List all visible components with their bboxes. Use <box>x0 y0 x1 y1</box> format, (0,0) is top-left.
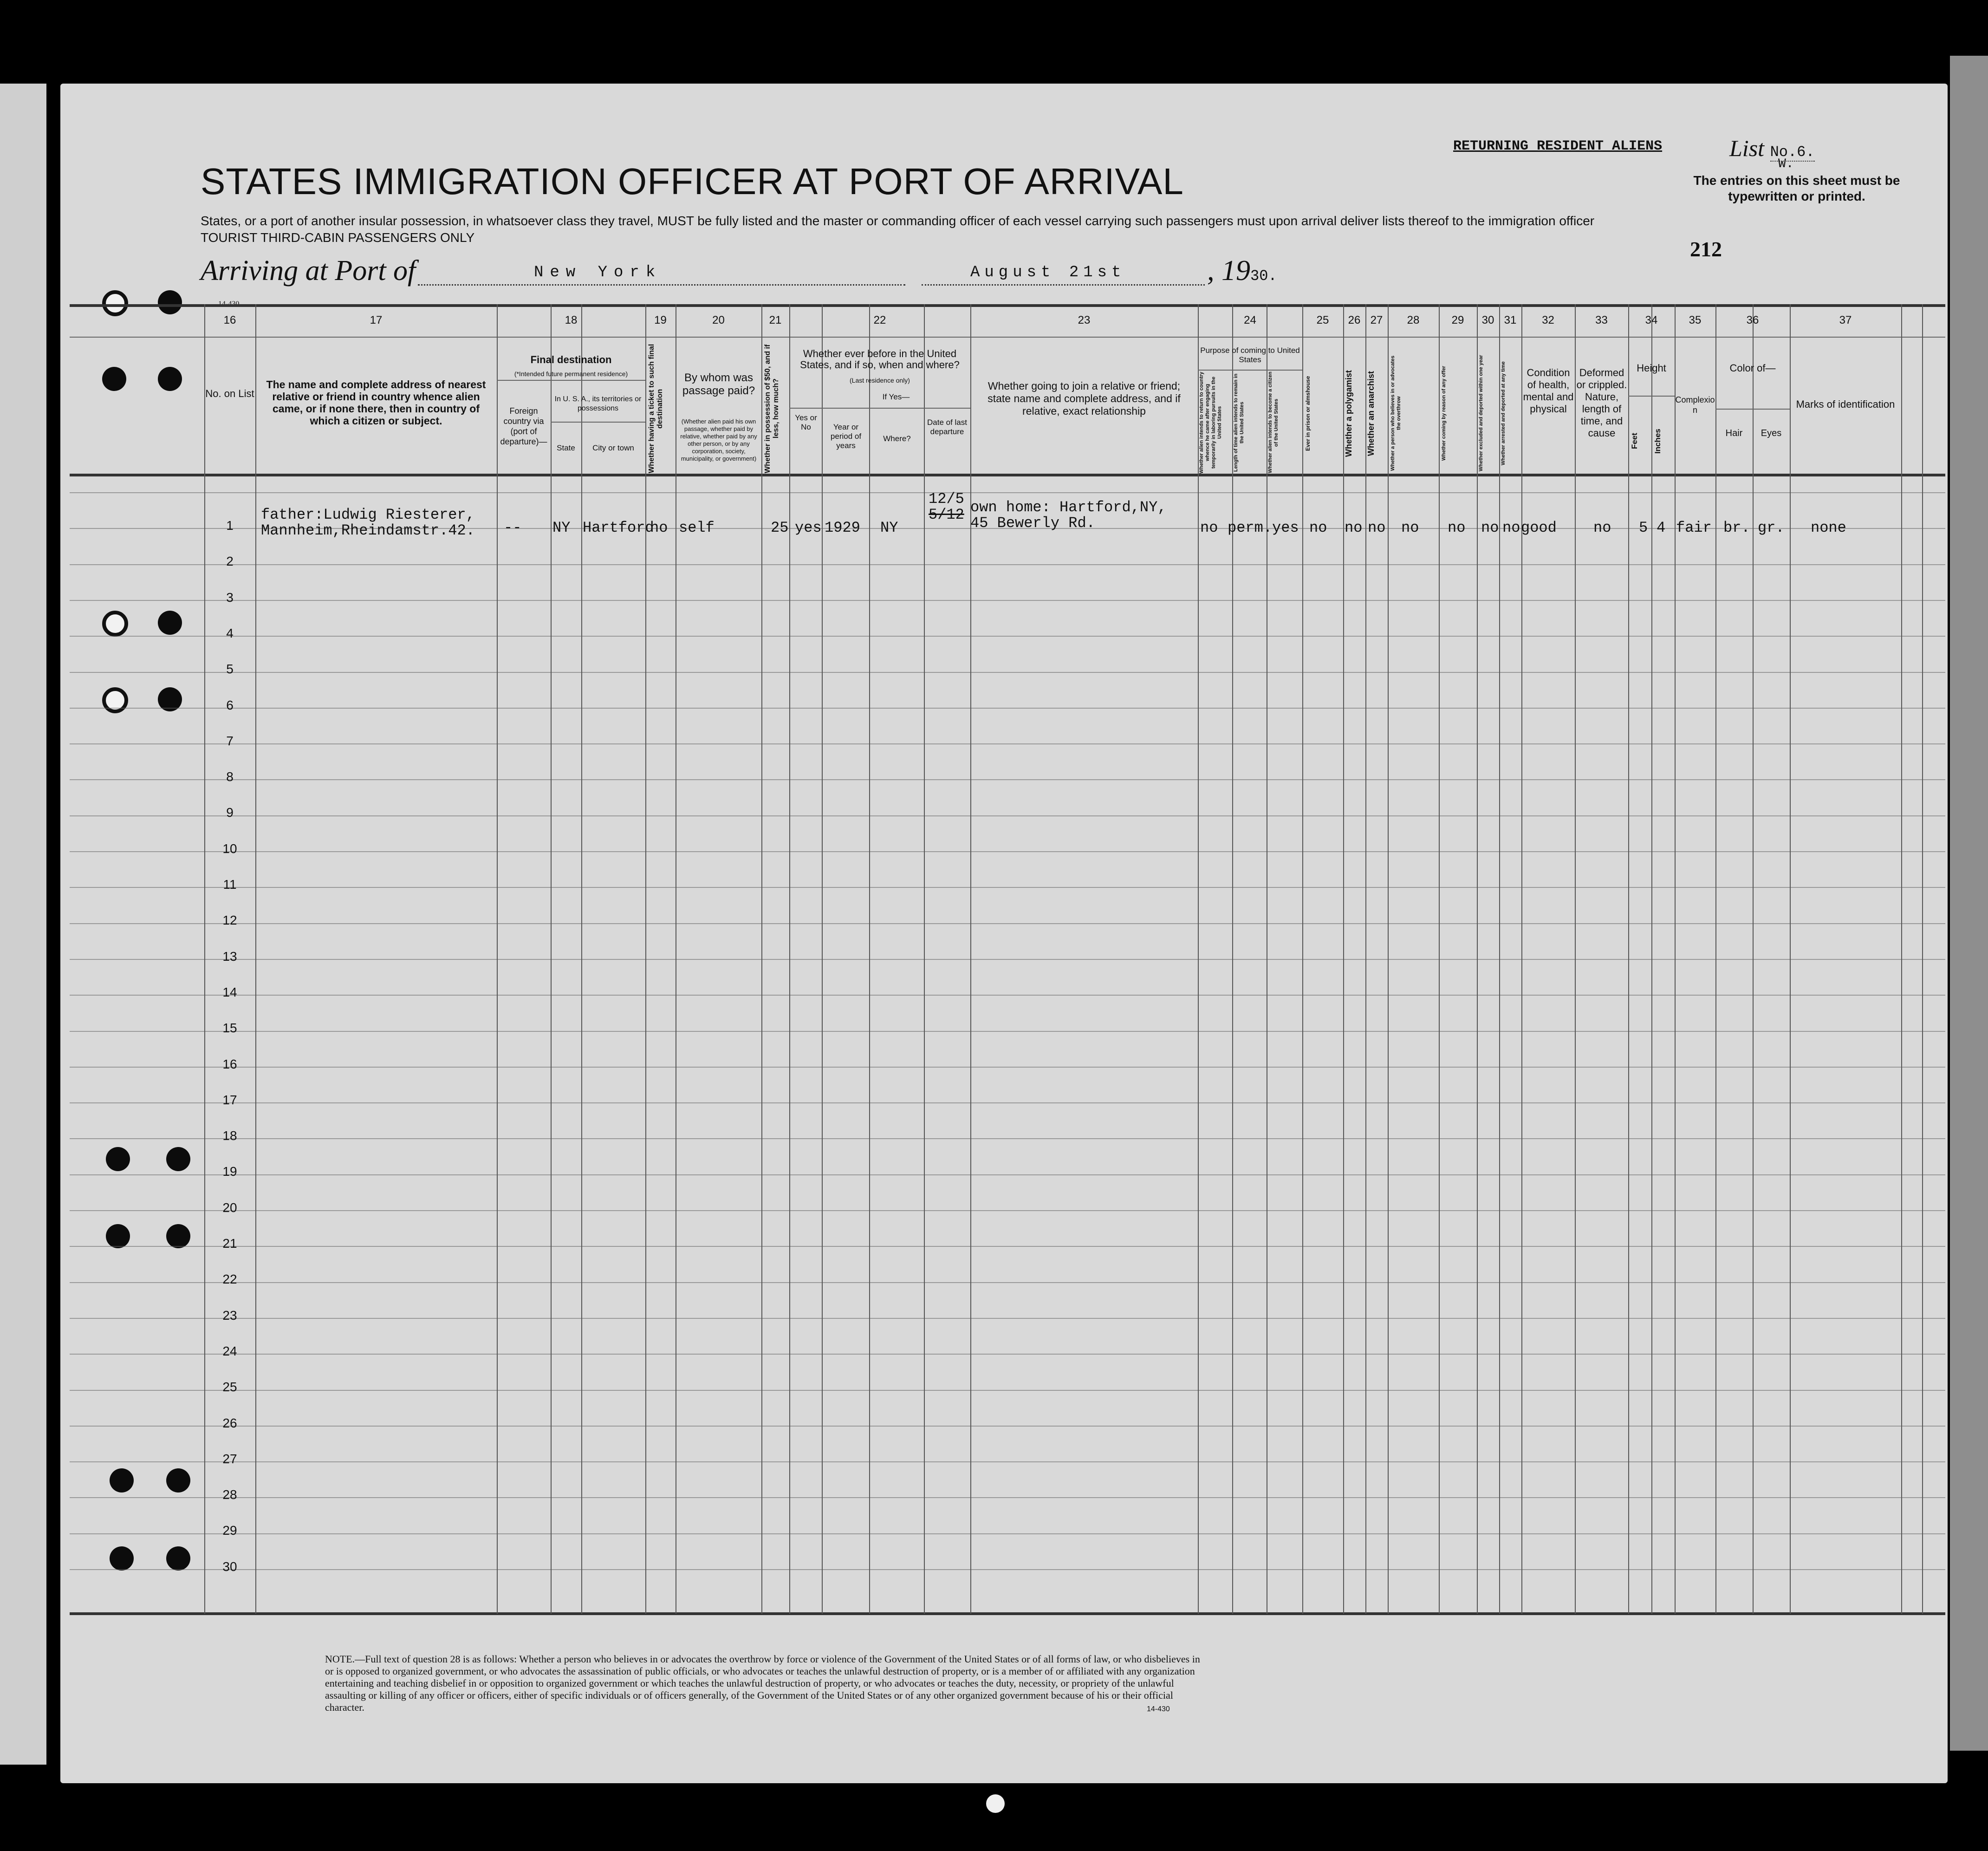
row-rule <box>70 779 1945 780</box>
row-rule <box>70 672 1945 673</box>
header-foreign-country: Foreign country via (port of departure)— <box>500 406 547 446</box>
column-rule <box>1575 304 1576 1614</box>
header-relative: The name and complete address of nearest relative or friend in country whence alien came, or if none there, then in country of which a citizen or subject. <box>266 378 486 427</box>
binder-hole <box>110 1546 134 1571</box>
binder-hole <box>158 611 182 635</box>
header-feet: Feet <box>1630 433 1639 450</box>
row-number: 12 <box>222 913 237 927</box>
col-number: 37 <box>1839 314 1852 326</box>
row-rule <box>70 923 1945 924</box>
header-hair: Hair <box>1725 428 1743 438</box>
header-in-usa: In U. S. A., its territories or possessions <box>554 395 642 412</box>
column-rule <box>1343 304 1344 1614</box>
header-purpose-return: Whether alien intends to return to country whence he came after engaging temporarily in laboring pursuits in the United States <box>1199 372 1222 474</box>
col-number: 31 <box>1504 314 1517 326</box>
header-where: Where? <box>883 434 911 443</box>
row-rule <box>70 1533 1945 1534</box>
header-deformed: Deformed or crippled. Nature, length of time, and cause <box>1576 367 1627 439</box>
column-rule <box>1388 304 1389 1614</box>
subheader-rule <box>1198 370 1302 371</box>
row-rule <box>70 1138 1945 1139</box>
column-rule <box>1302 304 1303 1614</box>
col-number: 21 <box>769 314 782 326</box>
marks-value: none <box>1811 519 1846 536</box>
col-number: 27 <box>1370 314 1383 326</box>
complexion-value: fair <box>1676 519 1712 536</box>
row-rule <box>70 1354 1945 1355</box>
header-inches: Inches <box>1653 429 1662 454</box>
col-number: 32 <box>1542 314 1554 326</box>
purpose-citizen-value: yes <box>1272 519 1299 536</box>
offer-value: no <box>1448 519 1466 536</box>
binder-hole <box>158 367 182 391</box>
row-rule <box>70 995 1945 996</box>
state-value: NY <box>552 519 571 536</box>
header-final-destination: Final destination <box>530 354 612 365</box>
row-number: 6 <box>226 698 234 712</box>
header-excluded: Whether excluded and deported within one year <box>1478 355 1484 472</box>
column-rule <box>761 304 762 1614</box>
page-stack-edge <box>1950 56 1988 1751</box>
footnote-question-28: NOTE.—Full text of question 28 is as follows: Whether a person who believes in or advocates the overthrow by force or violence of the Government of the United States or of all forms of law, or who disbelieves in or is opposed to organized government, or who advocates the assassination of public officials, or who advocates or teaches the unlawful destruction of property, or is a member of or affiliated with any organization entertaining and teaching disbelief in or opposition to organized government or which teaches the unlawful destruction of property, or who advocates or teaches the duty, necessity, or propriety of the unlawful assaulting or killing of any officer or officers, either of specific individuals or of officers generally, of the Government of the United States or of any other organized government because of his or their official character. <box>325 1653 1200 1713</box>
col-number: 30 <box>1481 314 1494 326</box>
row-rule <box>70 600 1945 601</box>
column-rule <box>1499 304 1500 1614</box>
tourist-line: TOURIST THIRD-CABIN PASSENGERS ONLY <box>201 230 475 245</box>
header-color-of: Color of— <box>1729 362 1776 374</box>
column-rule <box>645 304 646 1614</box>
row-number: 7 <box>226 734 234 748</box>
purpose-length-value: perm. <box>1228 519 1273 536</box>
col-number: 16 <box>223 314 236 326</box>
row-rule <box>70 1174 1945 1175</box>
row-number: 29 <box>222 1523 237 1538</box>
header-yes-no: Yes or No <box>795 413 817 431</box>
manifest-sheet <box>60 84 1948 1783</box>
row-number: 2 <box>226 554 234 568</box>
list-number: List No.6. <box>1729 135 1815 161</box>
list-letter: W. <box>1778 157 1794 171</box>
footer-form-code: 14-430 <box>1147 1705 1170 1713</box>
row-rule <box>70 1497 1945 1498</box>
header-overthrow: Whether a person who believes in or advocates the overthrow <box>1390 355 1402 471</box>
binder-hole <box>158 290 182 314</box>
row-rule <box>70 492 1945 493</box>
column-rule <box>255 304 256 1614</box>
row-number: 1 <box>226 518 234 533</box>
header-anarchist: Whether an anarchist <box>1366 371 1376 456</box>
row-number: 8 <box>226 769 234 784</box>
column-rule <box>581 304 582 1614</box>
row-rule <box>70 564 1945 565</box>
col-number: 17 <box>370 314 383 326</box>
col-number: 18 <box>565 314 578 326</box>
column-rule <box>1232 304 1233 1614</box>
subheader-rule <box>1715 409 1790 410</box>
arriving-label: Arriving at Port of <box>201 255 416 287</box>
column-rule <box>1198 304 1199 1614</box>
header-join-relative: Whether going to join a relative or friend; state name and complete address, and if relative, exact relationship <box>988 380 1181 417</box>
instructions-line: States, or a port of another insular possession, in whatsoever class they travel, MUST be fully listed and the master or commanding officer of each vessel carrying such passengers must upon arrival deliver lists thereof to the immigration officer <box>201 214 1595 228</box>
col-number: 28 <box>1407 314 1420 326</box>
header-eyes: Eyes <box>1761 428 1782 438</box>
header-purpose-citizen: Whether alien intends to become a citizen of the United States <box>1267 372 1279 474</box>
column-rule <box>1715 304 1716 1614</box>
column-rule <box>1790 304 1791 1614</box>
where-value: NY <box>880 519 898 536</box>
ticket-value: no <box>650 519 668 536</box>
col-number: 22 <box>873 314 886 326</box>
eyes-value: gr. <box>1758 519 1785 536</box>
row-number: 21 <box>222 1236 237 1251</box>
row-rule <box>70 743 1945 744</box>
col-number: 36 <box>1746 314 1759 326</box>
row-rule <box>70 1390 1945 1391</box>
date-value: August 21st <box>970 264 1126 281</box>
binder-hole <box>166 1147 190 1171</box>
row-number: 16 <box>222 1057 237 1071</box>
row-rule <box>70 1210 1945 1211</box>
row-number: 19 <box>222 1164 237 1179</box>
returning-label: RETURNING RESIDENT ALIENS <box>1453 138 1663 154</box>
purpose-return-value: no <box>1200 519 1218 536</box>
header-if-yes: If Yes— <box>882 392 910 401</box>
header-complexion: Complexion <box>1675 395 1715 415</box>
column-rule <box>1477 304 1478 1614</box>
table-top-rule <box>70 304 1945 307</box>
col-number: 35 <box>1689 314 1702 326</box>
column-rule <box>1628 304 1629 1614</box>
hair-value: br. <box>1723 519 1750 536</box>
row-number: 17 <box>222 1093 237 1107</box>
binder-hole <box>102 367 126 391</box>
header-ever-before: Whether ever before in the United States, and if so, when and where? <box>800 348 960 371</box>
row-number: 25 <box>222 1380 237 1394</box>
row-number: 11 <box>223 877 237 892</box>
column-rule <box>1675 304 1676 1614</box>
port-line <box>418 284 905 286</box>
last-departure-value: 12/5 <box>929 490 964 508</box>
subheader-rule <box>497 380 645 381</box>
col-number: 24 <box>1244 314 1256 326</box>
column-rule <box>924 304 925 1614</box>
row-number: 28 <box>222 1487 237 1502</box>
header-bottom-rule <box>70 474 1945 476</box>
page-number: 212 <box>1690 237 1722 261</box>
row-number: 18 <box>222 1128 237 1143</box>
column-rule <box>1365 304 1366 1614</box>
header-passage-note: (Whether alien paid his own passage, whether paid by relative, whether paid by any other person, or by any corporation, society, municipality, or government) <box>680 418 757 462</box>
join-line-2: 45 Bewerly Rd. <box>970 515 1095 532</box>
header-height: Height <box>1637 362 1666 374</box>
header-prison: Ever in prison or almshouse <box>1305 376 1311 451</box>
money-value: 25 <box>771 519 789 536</box>
join-line-1: own home: Hartford,NY, <box>970 499 1167 516</box>
binder-hole <box>166 1224 190 1248</box>
header-last-residence: (Last residence only) <box>850 377 910 384</box>
row-number: 30 <box>222 1559 237 1574</box>
binder-hole <box>102 290 128 316</box>
header-final-destination-note: (*Intended future permanent residence) <box>514 370 628 378</box>
header-date-last-departure: Date of last departure <box>927 418 967 436</box>
deformed-value: no <box>1593 519 1611 536</box>
relative-line-2: Mannheim,Rheindamstr.42. <box>261 522 475 539</box>
row-rule <box>70 1318 1945 1319</box>
row-number: 13 <box>222 949 237 964</box>
row-rule <box>70 1102 1945 1103</box>
binder-hole <box>986 1794 1005 1813</box>
passage-value: self <box>679 519 715 536</box>
table-bottom-rule <box>70 1612 1945 1615</box>
row-number: 23 <box>222 1308 237 1323</box>
port-value: New York <box>534 264 662 281</box>
column-rule <box>551 304 552 1614</box>
column-rule <box>497 304 498 1614</box>
row-rule <box>70 815 1945 816</box>
health-value: good <box>1521 519 1557 536</box>
page-title: STATES IMMIGRATION OFFICER AT PORT OF ARRIVAL <box>201 161 1184 202</box>
previous-page-edge <box>0 84 46 1765</box>
binder-hole <box>166 1468 190 1493</box>
feet-value: 5 <box>1639 519 1648 536</box>
column-rule <box>869 304 870 1614</box>
col-number: 25 <box>1316 314 1329 326</box>
row-rule <box>70 1246 1945 1247</box>
binder-hole <box>102 687 128 713</box>
binder-hole <box>102 611 128 637</box>
column-rule <box>1753 304 1754 1614</box>
row-number: 9 <box>226 805 234 820</box>
col-number: 34 <box>1645 314 1658 326</box>
row-rule <box>70 959 1945 960</box>
row-rule <box>70 1461 1945 1462</box>
column-rule <box>1901 304 1902 1614</box>
subheader-rule <box>1628 396 1675 397</box>
row-rule <box>70 887 1945 888</box>
row-number: 20 <box>222 1200 237 1215</box>
deported-value: no <box>1502 519 1520 536</box>
row-rule <box>70 1067 1945 1068</box>
binder-hole <box>166 1546 190 1571</box>
header-polygamist: Whether a polygamist <box>1344 370 1353 457</box>
column-rule <box>822 304 823 1614</box>
col-number: 33 <box>1595 314 1608 326</box>
foreign-country-value: -- <box>504 519 522 536</box>
row-rule <box>70 851 1945 852</box>
row-number: 14 <box>222 985 237 999</box>
row-number: 27 <box>222 1452 237 1466</box>
year-value: , 1930. <box>1207 255 1277 287</box>
subheader-rule <box>551 422 645 423</box>
header-offer: Whether coming by reason of any offer <box>1441 365 1447 461</box>
date-line <box>922 284 1205 286</box>
col-number: 23 <box>1078 314 1091 326</box>
polygamist-value: no <box>1345 519 1363 536</box>
row-number: 3 <box>226 590 234 605</box>
relative-line-1: father:Ludwig Riesterer, <box>261 506 475 523</box>
row-number: 5 <box>226 662 234 676</box>
typewritten-note: The entries on this sheet must be typewritten or printed. <box>1693 173 1900 203</box>
row-number: 10 <box>222 841 237 856</box>
excluded-value: no <box>1481 519 1499 536</box>
col-number: 20 <box>712 314 725 326</box>
prison-value: no <box>1309 519 1327 536</box>
row-rule <box>70 708 1945 709</box>
row-number: 22 <box>222 1272 237 1286</box>
row-rule <box>70 636 1945 637</box>
before-value: yes <box>795 519 822 536</box>
header-purpose-length: Length of time alien intends to remain in the United States <box>1233 373 1245 472</box>
row-rule <box>70 1426 1945 1427</box>
row-rule <box>70 1569 1945 1570</box>
col-number: 26 <box>1348 314 1361 326</box>
header-ticket: Whether having a ticket to such final destination <box>648 344 664 474</box>
row-rule <box>70 1031 1945 1032</box>
header-state: State <box>557 443 575 452</box>
column-rule <box>1922 304 1923 1614</box>
column-rule <box>789 304 790 1614</box>
binder-hole <box>106 1224 130 1248</box>
anarchist-value: no <box>1368 519 1386 536</box>
inches-value: 4 <box>1657 519 1666 536</box>
binder-hole <box>106 1147 130 1171</box>
column-rule <box>1651 304 1652 1614</box>
last-departure-struck: 5/12 <box>929 506 964 523</box>
header-no-on-list: No. on List <box>205 388 254 399</box>
row-rule <box>70 1282 1945 1283</box>
city-value: Hartford <box>583 519 654 536</box>
years-value: 1929 <box>825 519 860 536</box>
column-rule <box>1439 304 1440 1614</box>
binder-hole <box>110 1468 134 1493</box>
header-money: Whether in possession of $50, and if less, how much? <box>764 344 780 473</box>
column-rule <box>1521 304 1522 1614</box>
header-passage: By whom was passage paid? <box>682 372 755 397</box>
col-number: 19 <box>654 314 667 326</box>
header-city: City or town <box>592 443 634 452</box>
row-number: 15 <box>222 1021 237 1035</box>
header-marks: Marks of identification <box>1796 398 1895 410</box>
column-number-rule <box>70 337 1945 338</box>
row-number: 26 <box>222 1416 237 1430</box>
header-purpose: Purpose of coming to United States <box>1200 346 1300 364</box>
subheader-rule <box>789 408 970 409</box>
col-number: 29 <box>1451 314 1464 326</box>
overthrow-value: no <box>1401 519 1419 536</box>
header-deported: Whether arrested and deported at any time <box>1501 361 1506 465</box>
header-health: Condition of health, mental and physical <box>1523 367 1574 415</box>
header-year-period: Year or period of years <box>830 423 862 450</box>
row-number: 4 <box>226 626 234 640</box>
row-number: 24 <box>222 1344 237 1358</box>
